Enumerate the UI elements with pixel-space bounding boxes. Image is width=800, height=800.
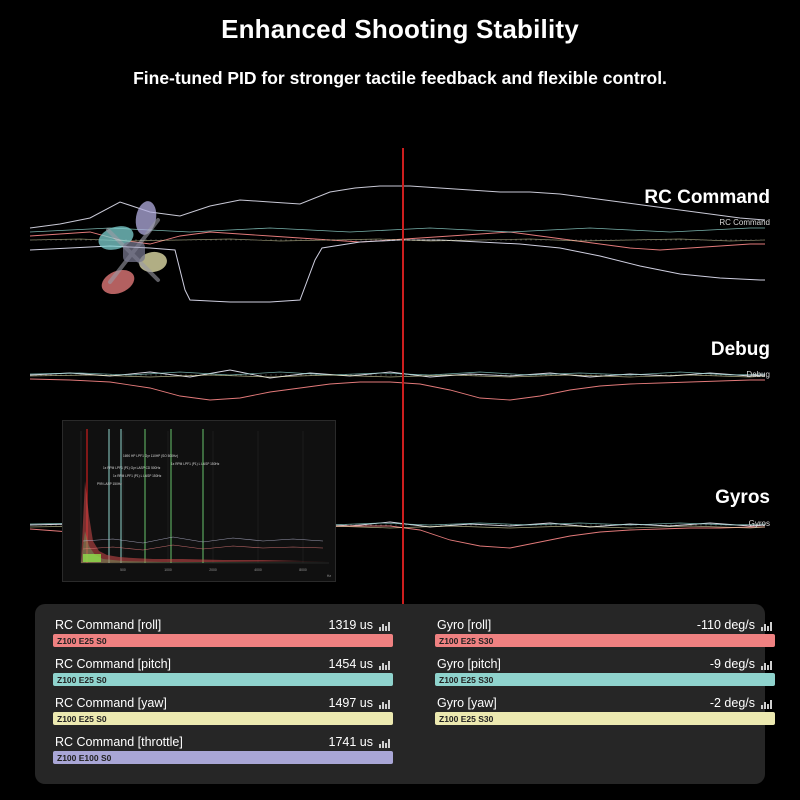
panel-label-gyros: Gyros xyxy=(715,487,770,508)
panel-label-rc-command: RC Command xyxy=(644,187,770,208)
signal-bars-icon[interactable] xyxy=(379,659,391,670)
spectrum-axis-label: Hz xyxy=(326,574,332,578)
legend-item-gyro-yaw[interactable] xyxy=(435,696,775,725)
legend-label: RC Command [roll] xyxy=(55,618,162,632)
legend-label: Gyro [roll] xyxy=(437,618,492,632)
legend-label: RC Command [pitch] xyxy=(55,657,172,671)
panel-sublabel-rc-command: RC Command xyxy=(719,218,770,227)
legend-label: Gyro [yaw] xyxy=(437,696,497,710)
spectrum-xtick: 500 xyxy=(120,568,126,572)
legend-bar[interactable] xyxy=(435,673,775,686)
page-title: Enhanced Shooting Stability xyxy=(221,14,579,44)
legend-item-rc-roll[interactable] xyxy=(53,618,393,647)
signal-bars-icon[interactable] xyxy=(761,620,773,631)
legend-column-gyro xyxy=(435,618,775,735)
panel-label-debug: Debug xyxy=(710,339,770,360)
panel-sublabel-debug: Debug xyxy=(746,370,770,379)
spectrum-annotation: 1x RPM LPF1 (P1) L LASP 150Hz xyxy=(171,462,220,466)
legend-bar[interactable] xyxy=(53,673,393,686)
legend-bar[interactable] xyxy=(435,634,775,647)
legend-bar-text: Z100 E100 S0 xyxy=(57,752,112,763)
spectrum-xtick: 8000 xyxy=(299,568,307,572)
legend-bar[interactable] xyxy=(53,751,393,764)
blackbox-chart-area[interactable] xyxy=(0,140,800,600)
legend-value: -9 deg/s xyxy=(709,657,755,671)
panel-sublabel-gyros: Gyros xyxy=(748,519,770,528)
legend-value: 1497 us xyxy=(328,696,373,710)
legend-item-rc-throttle[interactable] xyxy=(53,735,393,764)
legend-value: 1741 us xyxy=(328,735,373,749)
page-subtitle: Fine-tuned PID for stronger tactile feedback and flexible control. xyxy=(133,68,667,88)
spectrum-xtick: 1000 xyxy=(164,568,172,572)
legend-item-gyro-pitch[interactable] xyxy=(435,657,775,686)
legend-bar-text: Z100 E25 S30 xyxy=(439,674,494,685)
legend-label: RC Command [throttle] xyxy=(55,735,183,749)
spectrum-inset[interactable] xyxy=(62,420,336,582)
signal-bars-icon[interactable] xyxy=(379,620,391,631)
legend-bar-text: Z100 E25 S30 xyxy=(439,713,494,724)
legend-item-rc-yaw[interactable] xyxy=(53,696,393,725)
signal-bars-icon[interactable] xyxy=(761,659,773,670)
legend-panel xyxy=(35,604,765,784)
panel-debug-traces xyxy=(30,370,765,400)
legend-bar[interactable] xyxy=(53,712,393,725)
spectrum-annotation: P99 LASP 150Hz xyxy=(97,482,122,486)
spectrum-xtick: 4000 xyxy=(254,568,262,572)
signal-bars-icon[interactable] xyxy=(761,698,773,709)
signal-bars-icon[interactable] xyxy=(379,698,391,709)
legend-bar-text: Z100 E25 S0 xyxy=(57,713,107,724)
legend-bar-text: Z100 E25 S30 xyxy=(439,635,494,646)
spectrum-annotation: 1690 HP LPF1 Gyr 110HP (SO 500Hz) xyxy=(123,454,178,458)
legend-bar[interactable] xyxy=(53,634,393,647)
legend-bar-text: Z100 E25 S0 xyxy=(57,674,107,685)
legend-item-rc-pitch[interactable] xyxy=(53,657,393,686)
legend-column-rc-command xyxy=(53,618,393,774)
spectrum-annotation: 1x RPM LPF1 (P1) L LASP 150Hz xyxy=(113,474,162,478)
spectrum-annotation: 1x RPM LPF1 (P1) Gyr LASP CD 500Hz xyxy=(103,466,161,470)
legend-value: -2 deg/s xyxy=(709,696,755,710)
legend-value: -110 deg/s xyxy=(696,618,755,632)
signal-bars-icon[interactable] xyxy=(379,737,391,748)
legend-item-gyro-roll[interactable] xyxy=(435,618,775,647)
legend-bar[interactable] xyxy=(435,712,775,725)
legend-label: RC Command [yaw] xyxy=(55,696,167,710)
legend-label: Gyro [pitch] xyxy=(437,657,501,671)
legend-value: 1454 us xyxy=(328,657,373,671)
legend-value: 1319 us xyxy=(328,618,373,632)
drone-illustration xyxy=(78,190,188,310)
spectrum-xtick: 2000 xyxy=(209,568,217,572)
legend-bar-text: Z100 E25 S0 xyxy=(57,635,107,646)
